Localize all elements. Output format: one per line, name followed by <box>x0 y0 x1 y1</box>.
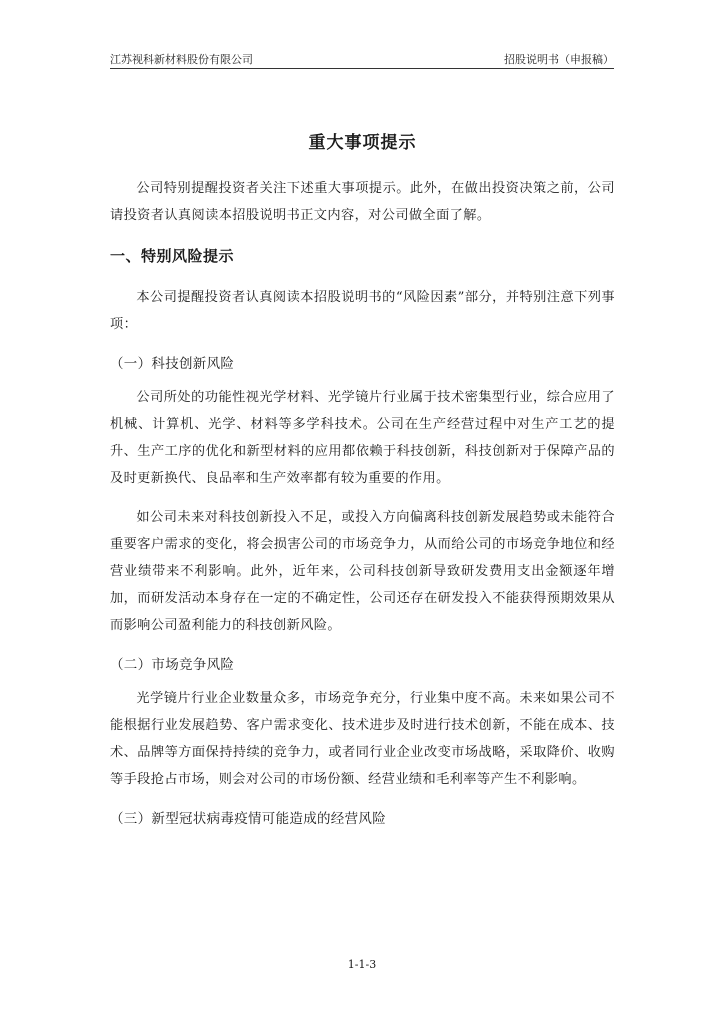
tech-risk-paragraph-2: 如公司未来对科技创新投入不足，或投入方向偏离科技创新发展趋势或未能符合重要客户需求的变化，将会损害公司的市场竞争力，从而给公司的市场竞争地位和经营业绩带来不利影响。此外，近年来，公司科技创新导致研发费用支出金额逐年增加，而研发活动本身存在一定的不确定性，公司还存在研发投入不能获得预期效果从而影响公司盈利能力的科技创新风险。 <box>110 510 615 633</box>
tech-risk-paragraph-1: 公司所处的功能性视光学材料、光学镜片行业属于技术密集型行业，综合应用了机械、计算机、光学、材料等多学科技术。公司在生产经营过程中对生产工艺的提升、生产工序的优化和新型材料的应用都依赖于科技创新，科技创新对于保障产品的及时更新换代、良品率和生产效率都有较为重要的作用。 <box>110 390 615 486</box>
subsection-heading-market-competition-risk: （二）市场竞争风险 <box>110 657 235 673</box>
header-company-name: 江苏视科新材料股份有限公司 <box>110 53 253 66</box>
header-document-type: 招股说明书（申报稿） <box>504 53 614 66</box>
subsection-heading-covid-risk: （三）新型冠状病毒疫情可能造成的经营风险 <box>110 811 386 827</box>
page-header <box>110 48 614 69</box>
page-number: 1-1-3 <box>347 958 377 971</box>
section-intro-paragraph: 本公司提醒投资者认真阅读本招股说明书的“风险因素”部分，并特别注意下列事项： <box>110 290 615 332</box>
intro-paragraph: 公司特别提醒投资者关注下述重大事项提示。此外，在做出投资决策之前，公司请投资者认真阅读本招股说明书正文内容，对公司做全面了解。 <box>110 181 615 223</box>
subsection-heading-tech-innovation-risk: （一）科技创新风险 <box>110 356 235 372</box>
page-title: 重大事项提示 <box>308 133 417 153</box>
section-heading-special-risks: 一、特别风险提示 <box>110 247 235 265</box>
page-content <box>110 128 615 839</box>
market-risk-paragraph: 光学镜片行业企业数量众多，市场竞争充分，行业集中度不高。未来如果公司不能根据行业发展趋势、客户需求变化、技术进步及时进行技术创新，不能在成本、技术、品牌等方面保持持续的竞争力，或者同行业企业改变市场战略，采取降价、收购等手段抢占市场，则会对公司的市场份额、经营业绩和毛利率等产生不利影响。 <box>110 691 615 787</box>
